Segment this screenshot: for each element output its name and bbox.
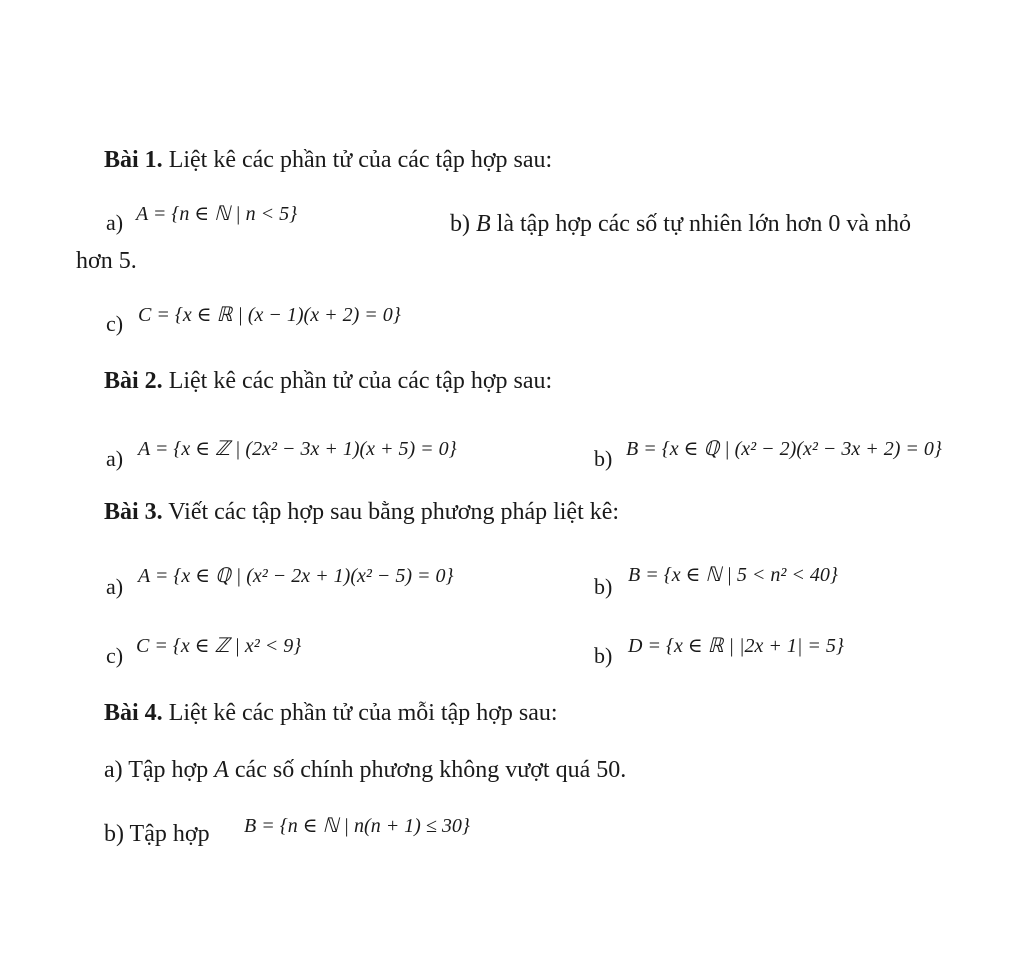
bai1-heading: Bài 1. xyxy=(104,147,163,173)
bai2-a-math: A = {x ∈ ℤ | (2x² − 3x + 1)(x + 5) = 0} xyxy=(138,438,457,460)
bai1-b-text: là tập hợp các số tự nhiên lớn hơn 0 và nhỏ xyxy=(490,211,911,237)
bai4-b-math: B = {n ∈ ℕ | n(n + 1) ≤ 30} xyxy=(244,815,470,837)
bai1-c-math: C = {x ∈ ℝ | (x − 1)(x + 2) = 0} xyxy=(138,304,401,326)
bai2-title xyxy=(104,366,552,396)
bai3-c-label: c) xyxy=(106,643,124,668)
bai4-b-label: b) Tập hợp xyxy=(104,821,210,847)
bai2-text: Liệt kê các phần tử của các tập hợp sau: xyxy=(162,368,553,394)
bai4-a-text: các số chính phương không vượt quá 50. xyxy=(228,757,627,783)
bai3-d-math: D = {x ∈ ℝ | |2x + 1| = 5} xyxy=(628,635,844,657)
bai3-c-math: C = {x ∈ ℤ | x² < 9} xyxy=(136,635,302,657)
bai4-title xyxy=(104,698,558,728)
bai1-b-label: b) xyxy=(450,211,476,237)
bai4-a xyxy=(104,755,626,785)
bai3-d-label: b) xyxy=(594,643,613,668)
bai2-a-label: a) xyxy=(106,446,124,471)
bai1-b-var: B xyxy=(476,211,491,237)
bai3-heading: Bài 3. xyxy=(104,499,163,525)
bai3-a-label: a) xyxy=(106,574,124,599)
bai1-c-label: c) xyxy=(106,311,124,336)
bai1-b-continuation: hơn 5. xyxy=(76,248,137,274)
bai1-title xyxy=(104,145,552,175)
bai1-a-math: A = {n ∈ ℕ | n < 5} xyxy=(136,203,298,225)
bai4-a-label: a) Tập hợp xyxy=(104,757,215,783)
bai2-b-math: B = {x ∈ ℚ | (x² − 2)(x² − 3x + 2) = 0} xyxy=(626,438,942,460)
bai1-a-label: a) xyxy=(106,210,124,235)
bai3-a-math: A = {x ∈ ℚ | (x² − 2x + 1)(x² − 5) = 0} xyxy=(138,565,454,587)
bai4-text: Liệt kê các phần tử của mỗi tập hợp sau: xyxy=(162,700,558,726)
bai3-b-label: b) xyxy=(594,574,613,599)
bai1-text: Liệt kê các phần tử của các tập hợp sau: xyxy=(162,147,553,173)
bai3-b-math: B = {x ∈ ℕ | 5 < n² < 40} xyxy=(628,564,838,586)
bai4-a-var: A xyxy=(214,757,229,783)
bai2-heading: Bài 2. xyxy=(104,368,163,394)
bai4-heading: Bài 4. xyxy=(104,700,163,726)
bai2-b-label: b) xyxy=(594,446,613,471)
bai3-text: Viết các tập hợp sau bằng phương pháp liệt kê: xyxy=(162,499,620,525)
bai1-b xyxy=(450,209,911,239)
bai3-title xyxy=(104,497,619,527)
